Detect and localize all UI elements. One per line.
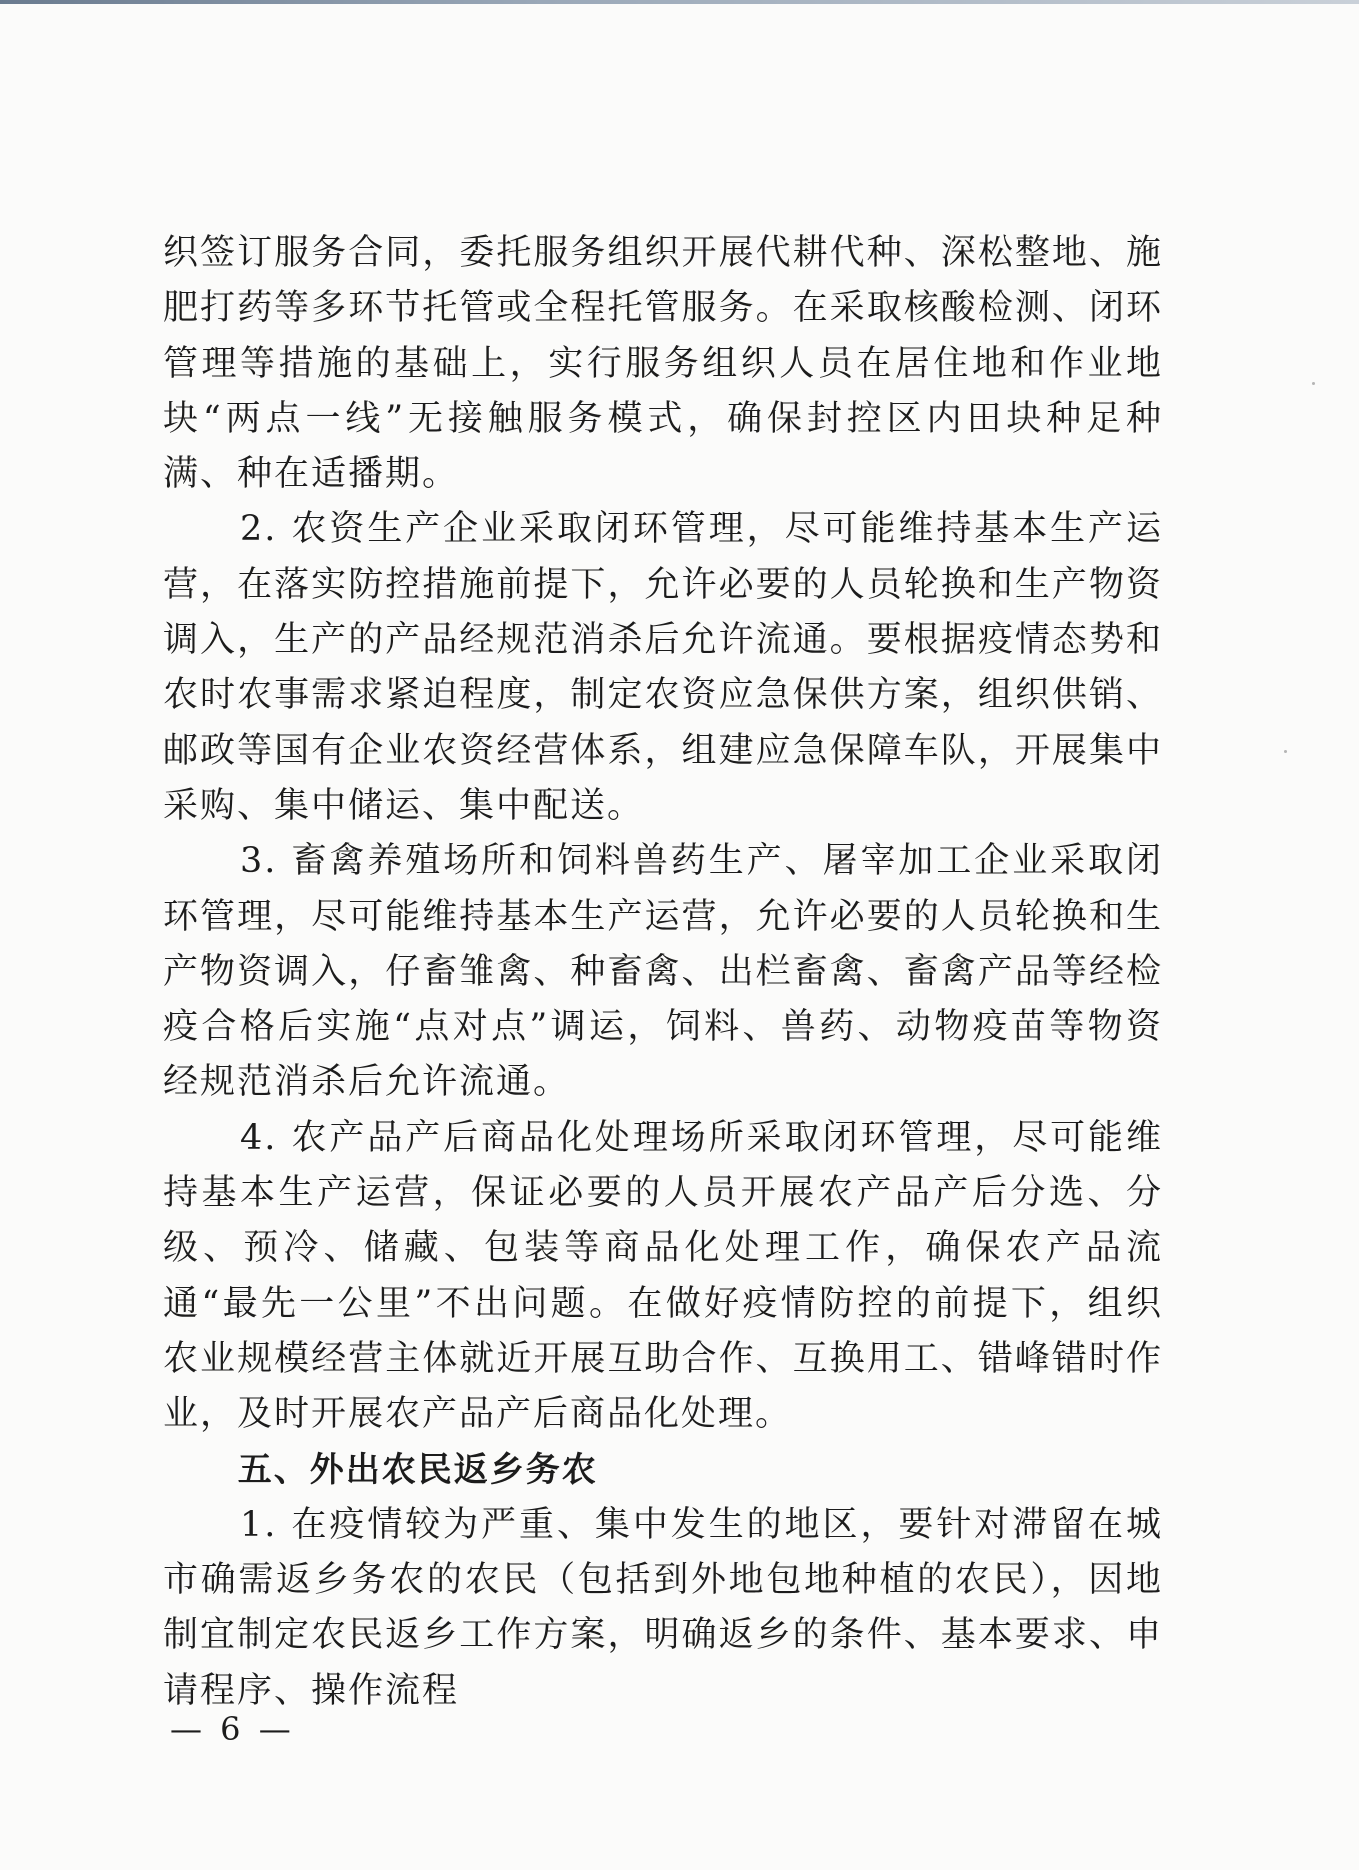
document-body bbox=[163, 226, 1163, 1719]
scan-top-edge bbox=[0, 0, 1359, 4]
paragraph-item-2: 2. 农资生产企业采取闭环管理，尽可能维持基本生产运营，在落实防控措施前提下，允许必要的人员轮换和生产物资调入，生产的产品经规范消杀后允许流通。要根据疫情态势和农时农事需求紧迫程度，制定农资应急保供方案，组织供销、邮政等国有企业农资经营体系，组建应急保障车队，开展集中采购、集中储运、集中配送。 bbox=[163, 509, 1163, 826]
paragraph-item-3: 3. 畜禽养殖场所和饲料兽药生产、屠宰加工企业采取闭环管理，尽可能维持基本生产运营，允许必要的人员轮换和生产物资调入，仔畜雏禽、种畜禽、出栏畜禽、畜禽产品等经检疫合格后实施“点对点”调运，饲料、兽药、动物疫苗等物资经规范消杀后允许流通。 bbox=[163, 841, 1163, 1103]
scan-speck bbox=[1312, 382, 1315, 385]
paragraph-item-4: 4. 农产品产后商品化处理场所采取闭环管理，尽可能维持基本生产运营，保证必要的人员开展农产品产后分选、分级、预冷、储藏、包装等商品化处理工作，确保农产品流通“最先一公里”不出问题。在做好疫情防控的前提下，组织农业规模经营主体就近开展互助合作、互换用工、错峰错时作业，及时开展农产品产后商品化处理。 bbox=[163, 1117, 1163, 1435]
scan-speck bbox=[1284, 750, 1287, 753]
page-number: — 6 — bbox=[170, 1710, 295, 1748]
paragraph-section-item-1: 1. 在疫情较为严重、集中发生的地区，要针对滞留在城市确需返乡务农的农民（包括到外地包地种植的农民），因地制宜制定农民返乡工作方案，明确返乡的条件、基本要求、申请程序、操作流程 bbox=[163, 1504, 1163, 1711]
paragraph-continuation: 织签订服务合同，委托服务组织开展代耕代种、深松整地、施肥打药等多环节托管或全程托管服务。在采取核酸检测、闭环管理等措施的基础上，实行服务组织人员在居住地和作业地块“两点一线”无接触服务模式，确保封控区内田块种足种满、种在适播期。 bbox=[163, 233, 1163, 495]
section-heading: 五、外出农民返乡务农 bbox=[237, 1449, 598, 1490]
